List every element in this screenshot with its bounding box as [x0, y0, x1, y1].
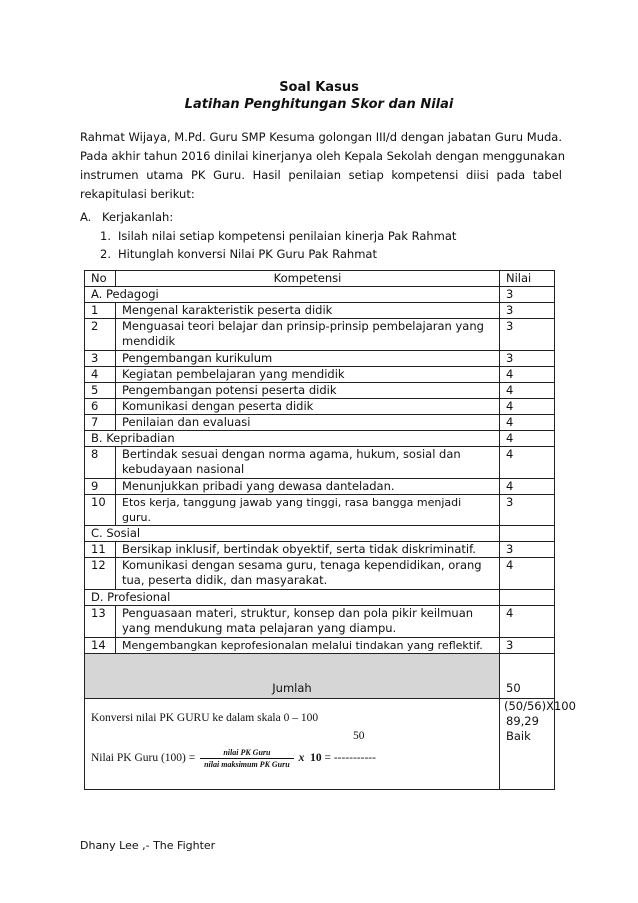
table-row — [85, 351, 555, 367]
row-kompetensi: Komunikasi dengan peserta didik — [116, 399, 500, 415]
row-kompetensi: Pengembangan kurikulum — [116, 351, 500, 367]
intro-paragraph — [80, 128, 566, 204]
paragraph-line: Pada akhir tahun 2016 dinilai kinerjanya oleh Kepala Sekolah dengan menggunakan — [80, 149, 566, 163]
total-label: Jumlah — [85, 654, 500, 699]
row-no: 9 — [85, 479, 116, 495]
table-row — [85, 303, 555, 319]
section-row-profesional — [85, 590, 555, 606]
section-value — [500, 526, 555, 542]
row-kompetensi: Menguasai teori belajar dan prinsip-prinsip pembelajaran yang mendidik — [116, 319, 500, 351]
task-item-text: Hitunglah konversi Nilai PK Guru Pak Rahmat — [118, 247, 377, 261]
row-nilai: 3 — [500, 351, 555, 367]
row-no: 2 — [85, 319, 116, 351]
formula-line — [91, 747, 376, 770]
section-value: 3 — [500, 287, 555, 303]
table-row — [85, 415, 555, 431]
row-kompetensi: Menunjukkan pribadi yang dewasa danteladan. — [116, 479, 500, 495]
table-row — [85, 606, 555, 638]
row-nilai: 4 — [500, 367, 555, 383]
row-no: 13 — [85, 606, 116, 638]
conversion-title: Konversi nilai PK GURU ke dalam skala 0 – 100 — [91, 712, 319, 724]
formula-equals: = ----------- — [324, 752, 376, 765]
task-item-text: Isilah nilai setiap kompetensi penilaian kinerja Pak Rahmat — [118, 229, 457, 243]
row-no: 11 — [85, 542, 116, 558]
row-kompetensi: Mengembangkan keprofesionalan melalui tindakan yang reflektif. — [116, 638, 500, 654]
task-text: Kerjakanlah: — [102, 210, 174, 224]
conversion-result — [500, 699, 576, 790]
row-nilai: 3 — [500, 638, 555, 654]
paragraph-line: rekapitulasi berikut: — [80, 187, 195, 201]
formula-factor: 10 — [310, 752, 322, 765]
row-kompetensi: Penguasaan materi, struktur, konsep dan pola pikir keilmuan yang mendukung mata pelajaran yang diampu. — [116, 606, 500, 638]
section-label: B. Kepribadian — [85, 431, 500, 447]
paragraph-line: instrumen utama PK Guru. Hasil penilaian setiap kompetensi diisi pada tabel — [80, 168, 562, 182]
result-score: 89,29 — [506, 714, 539, 728]
result-grade: Baik — [506, 729, 531, 743]
formula-times: x — [298, 752, 305, 765]
row-nilai: 4 — [500, 558, 555, 590]
row-kompetensi: Penilaian dan evaluasi — [116, 415, 500, 431]
row-no: 4 — [85, 367, 116, 383]
section-value: 4 — [500, 431, 555, 447]
task-item-number: 2. — [100, 247, 111, 261]
row-no: 5 — [85, 383, 116, 399]
row-nilai: 3 — [500, 495, 555, 526]
table-row — [85, 479, 555, 495]
row-no: 7 — [85, 415, 116, 431]
footer-text: Dhany Lee ,- The Fighter — [80, 839, 216, 852]
row-no: 6 — [85, 399, 116, 415]
total-row — [85, 654, 555, 699]
row-nilai: 4 — [500, 479, 555, 495]
row-nilai: 4 — [500, 399, 555, 415]
row-no: 14 — [85, 638, 116, 654]
row-kompetensi: Bersikap inklusif, bertindak obyektif, serta tidak diskriminatif. — [116, 542, 500, 558]
table-row — [85, 447, 555, 479]
section-label: C. Sosial — [85, 526, 500, 542]
row-nilai: 3 — [500, 542, 555, 558]
table-row — [85, 367, 555, 383]
row-no: 10 — [85, 495, 116, 526]
table-row — [85, 319, 555, 351]
page-title: Soal Kasus — [279, 80, 359, 95]
section-label: D. Profesional — [85, 590, 500, 606]
formula-fraction — [200, 747, 294, 770]
competency-table — [84, 270, 576, 790]
paragraph-line: Rahmat Wijaya, M.Pd. Guru SMP Kesuma golongan III/d dengan jabatan Guru Muda. — [80, 130, 562, 144]
task-heading — [80, 210, 173, 224]
table-row — [85, 558, 555, 590]
section-value — [500, 590, 555, 606]
page-subtitle: Latihan Penghitungan Skor dan Nilai — [184, 97, 454, 112]
section-label: A. Pedagogi — [85, 287, 500, 303]
row-kompetensi: Etos kerja, tanggung jawab yang tinggi, rasa bangga menjadi guru. — [116, 495, 500, 526]
total-value: 50 — [500, 654, 555, 699]
fraction-numerator: nilai PK Guru — [200, 747, 294, 759]
row-nilai: 3 — [500, 319, 555, 351]
header-kompetensi: Kompetensi — [116, 271, 500, 287]
table-row — [85, 638, 555, 654]
row-nilai: 4 — [500, 447, 555, 479]
row-nilai: 3 — [500, 303, 555, 319]
row-kompetensi: Pengembangan potensi peserta didik — [116, 383, 500, 399]
task-item — [100, 247, 377, 261]
conversion-formula — [89, 699, 495, 789]
header-nilai: Nilai — [500, 271, 555, 287]
row-kompetensi: Komunikasi dengan sesama guru, tenaga kependidikan, orang tua, peserta didik, dan masyarakat. — [116, 558, 500, 590]
table-row — [85, 399, 555, 415]
fraction-denominator: nilai maksimum PK Guru — [204, 760, 290, 769]
table-row — [85, 495, 555, 526]
table-row — [85, 383, 555, 399]
conversion-value-above: 50 — [353, 730, 365, 742]
row-nilai: 4 — [500, 415, 555, 431]
header-no: No — [85, 271, 116, 287]
section-row-sosial — [85, 526, 555, 542]
table-row — [85, 542, 555, 558]
table-header-row — [85, 271, 555, 287]
result-calc: (50/56)X100 — [504, 699, 576, 713]
row-kompetensi: Bertindak sesuai dengan norma agama, hukum, sosial dan kebudayaan nasional — [116, 447, 500, 479]
task-item — [100, 229, 456, 243]
task-label: A. — [80, 210, 92, 224]
row-no: 12 — [85, 558, 116, 590]
row-no: 8 — [85, 447, 116, 479]
section-row-kepribadian — [85, 431, 555, 447]
row-no: 1 — [85, 303, 116, 319]
row-kompetensi: Kegiatan pembelajaran yang mendidik — [116, 367, 500, 383]
row-nilai: 4 — [500, 383, 555, 399]
task-item-number: 1. — [100, 229, 111, 243]
section-row-pedagogi — [85, 287, 555, 303]
formula-left: Nilai PK Guru (100) = — [91, 752, 196, 765]
conversion-row — [85, 699, 555, 790]
row-no: 3 — [85, 351, 116, 367]
row-kompetensi: Mengenal karakteristik peserta didik — [116, 303, 500, 319]
row-nilai: 4 — [500, 606, 555, 638]
